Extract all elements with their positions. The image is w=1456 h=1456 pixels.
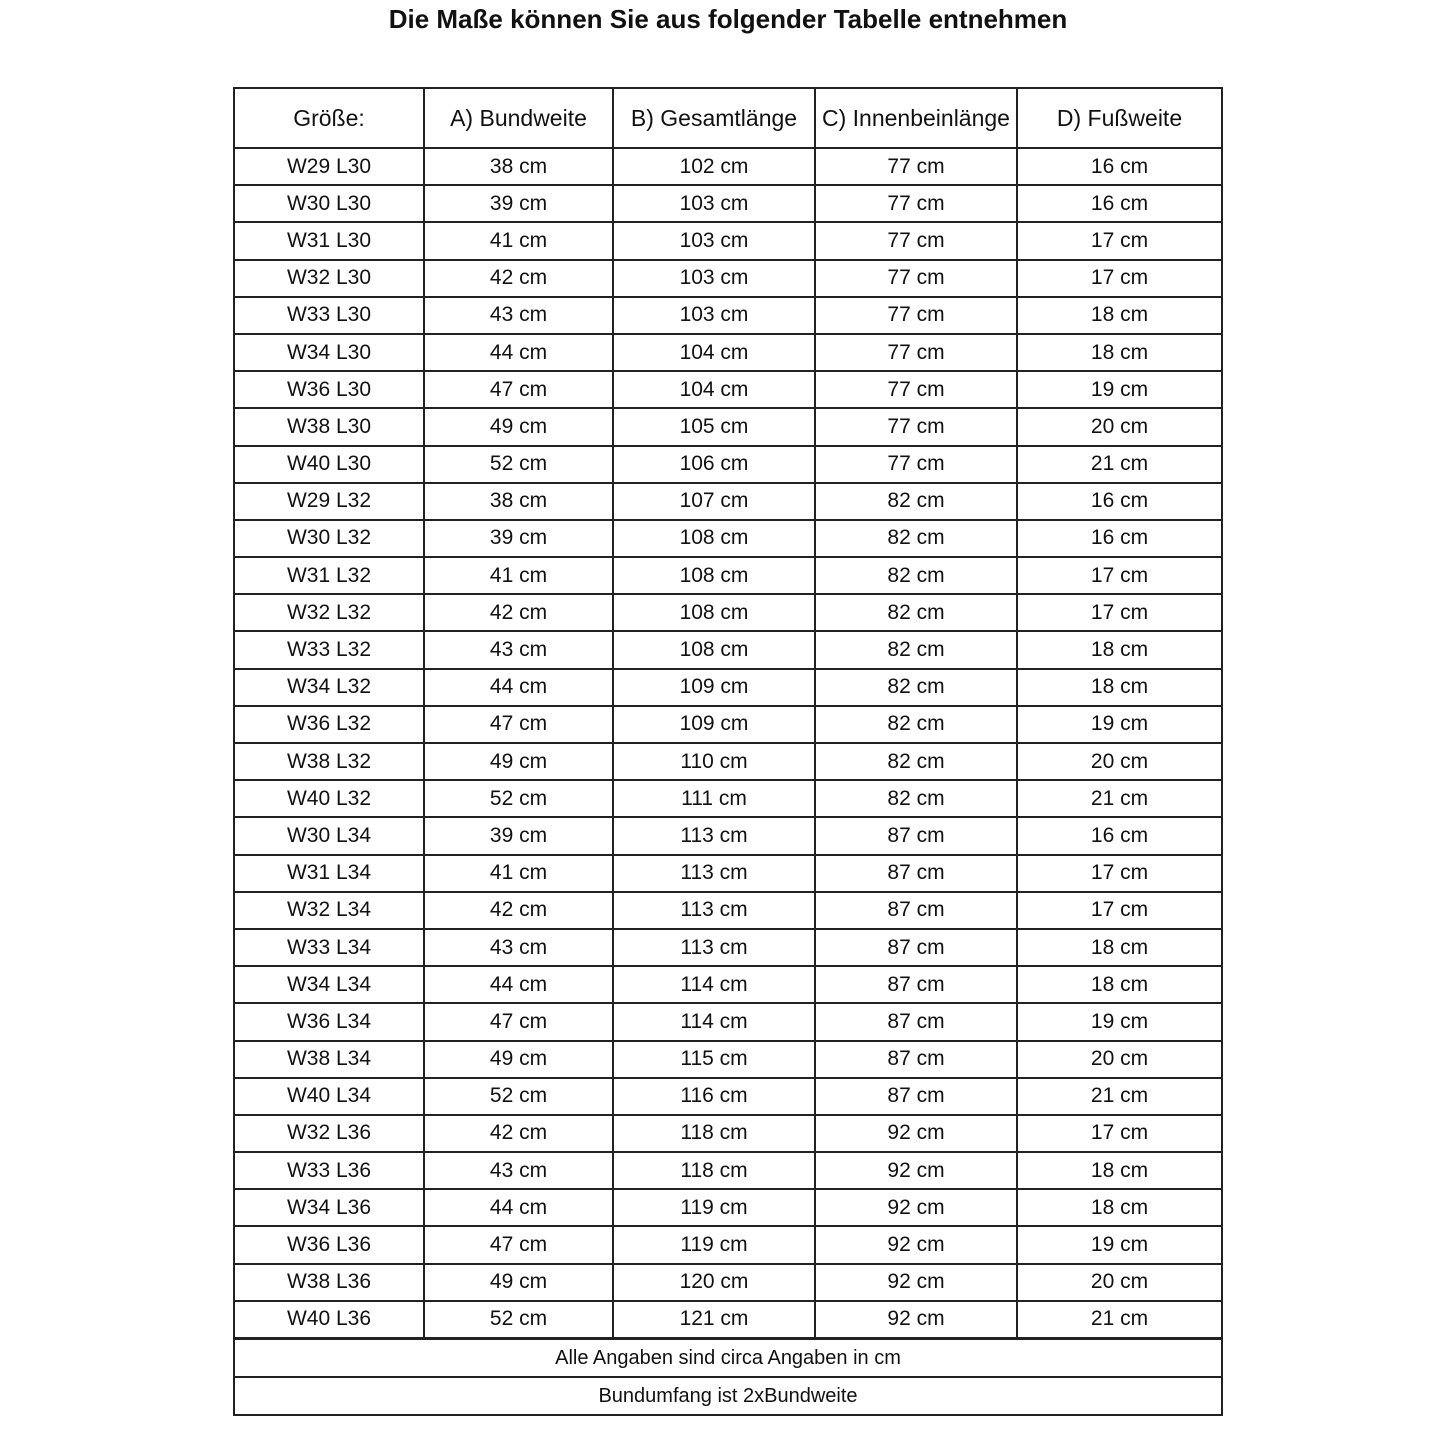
cell-total-length: 104 cm [613, 371, 815, 408]
cell-waist-width: 52 cm [424, 446, 613, 483]
cell-waist-width: 42 cm [424, 260, 613, 297]
cell-waist-width: 42 cm [424, 1115, 613, 1152]
cell-size: W30 L32 [234, 520, 424, 557]
cell-size: W33 L32 [234, 631, 424, 668]
cell-waist-width: 38 cm [424, 148, 613, 185]
cell-waist-width: 43 cm [424, 929, 613, 966]
cell-inseam-length: 87 cm [815, 929, 1017, 966]
cell-size: W38 L36 [234, 1264, 424, 1301]
table-row [234, 817, 1222, 854]
table-row [234, 743, 1222, 780]
cell-inseam-length: 82 cm [815, 780, 1017, 817]
cell-size: W33 L34 [234, 929, 424, 966]
cell-size: W38 L30 [234, 408, 424, 445]
cell-size: W40 L30 [234, 446, 424, 483]
cell-total-length: 119 cm [613, 1189, 815, 1226]
cell-inseam-length: 87 cm [815, 892, 1017, 929]
cell-size: W34 L34 [234, 966, 424, 1003]
cell-waist-width: 52 cm [424, 780, 613, 817]
cell-hem-width: 20 cm [1017, 743, 1222, 780]
cell-inseam-length: 87 cm [815, 1003, 1017, 1040]
cell-waist-width: 39 cm [424, 520, 613, 557]
cell-inseam-length: 77 cm [815, 222, 1017, 259]
cell-size: W36 L30 [234, 371, 424, 408]
cell-hem-width: 17 cm [1017, 557, 1222, 594]
cell-size: W29 L32 [234, 483, 424, 520]
cell-total-length: 103 cm [613, 185, 815, 222]
cell-hem-width: 18 cm [1017, 669, 1222, 706]
cell-hem-width: 17 cm [1017, 855, 1222, 892]
cell-size: W34 L30 [234, 334, 424, 371]
cell-inseam-length: 92 cm [815, 1264, 1017, 1301]
cell-total-length: 108 cm [613, 557, 815, 594]
cell-waist-width: 43 cm [424, 1152, 613, 1189]
cell-hem-width: 18 cm [1017, 1152, 1222, 1189]
size-table [233, 87, 1223, 1416]
cell-inseam-length: 82 cm [815, 557, 1017, 594]
cell-size: W31 L32 [234, 557, 424, 594]
cell-hem-width: 18 cm [1017, 334, 1222, 371]
cell-total-length: 108 cm [613, 520, 815, 557]
cell-waist-width: 44 cm [424, 334, 613, 371]
cell-total-length: 105 cm [613, 408, 815, 445]
cell-inseam-length: 92 cm [815, 1226, 1017, 1263]
cell-hem-width: 17 cm [1017, 594, 1222, 631]
cell-hem-width: 17 cm [1017, 892, 1222, 929]
cell-inseam-length: 77 cm [815, 297, 1017, 334]
cell-total-length: 104 cm [613, 334, 815, 371]
cell-inseam-length: 87 cm [815, 966, 1017, 1003]
cell-inseam-length: 77 cm [815, 148, 1017, 185]
cell-hem-width: 19 cm [1017, 1226, 1222, 1263]
table-row [234, 148, 1222, 185]
table-row [234, 1152, 1222, 1189]
cell-hem-width: 19 cm [1017, 371, 1222, 408]
cell-hem-width: 16 cm [1017, 817, 1222, 854]
table-row [234, 855, 1222, 892]
cell-size: W36 L34 [234, 1003, 424, 1040]
cell-inseam-length: 77 cm [815, 408, 1017, 445]
footnote-row [234, 1377, 1222, 1415]
cell-hem-width: 18 cm [1017, 1189, 1222, 1226]
cell-inseam-length: 77 cm [815, 371, 1017, 408]
cell-size: W31 L30 [234, 222, 424, 259]
cell-total-length: 119 cm [613, 1226, 815, 1263]
cell-total-length: 114 cm [613, 966, 815, 1003]
table-row [234, 1226, 1222, 1263]
footnote-row [234, 1339, 1222, 1378]
footnote-waist-circumference: Bundumfang ist 2xBundweite [234, 1377, 1222, 1415]
cell-waist-width: 52 cm [424, 1301, 613, 1339]
cell-inseam-length: 82 cm [815, 669, 1017, 706]
cell-hem-width: 17 cm [1017, 1115, 1222, 1152]
cell-size: W33 L30 [234, 297, 424, 334]
cell-waist-width: 47 cm [424, 1003, 613, 1040]
cell-total-length: 114 cm [613, 1003, 815, 1040]
cell-inseam-length: 87 cm [815, 817, 1017, 854]
cell-size: W38 L34 [234, 1041, 424, 1078]
cell-waist-width: 41 cm [424, 855, 613, 892]
cell-total-length: 107 cm [613, 483, 815, 520]
header-total-length: B) Gesamtlänge [613, 88, 815, 148]
cell-inseam-length: 82 cm [815, 520, 1017, 557]
table-row [234, 557, 1222, 594]
cell-total-length: 113 cm [613, 855, 815, 892]
cell-total-length: 108 cm [613, 631, 815, 668]
cell-inseam-length: 82 cm [815, 743, 1017, 780]
table-row [234, 631, 1222, 668]
page-title: Die Maße können Sie aus folgender Tabelle entnehmen [388, 4, 1068, 34]
header-hem-width: D) Fußweite [1017, 88, 1222, 148]
cell-waist-width: 52 cm [424, 1078, 613, 1115]
cell-total-length: 111 cm [613, 780, 815, 817]
header-waist-width: A) Bundweite [424, 88, 613, 148]
cell-total-length: 106 cm [613, 446, 815, 483]
table-header-row [234, 88, 1222, 148]
cell-inseam-length: 87 cm [815, 1078, 1017, 1115]
cell-size: W40 L36 [234, 1301, 424, 1339]
cell-hem-width: 16 cm [1017, 483, 1222, 520]
cell-inseam-length: 82 cm [815, 706, 1017, 743]
cell-inseam-length: 82 cm [815, 594, 1017, 631]
cell-size: W32 L34 [234, 892, 424, 929]
table-row [234, 1003, 1222, 1040]
cell-hem-width: 21 cm [1017, 446, 1222, 483]
cell-size: W31 L34 [234, 855, 424, 892]
cell-inseam-length: 77 cm [815, 185, 1017, 222]
cell-size: W40 L34 [234, 1078, 424, 1115]
cell-waist-width: 43 cm [424, 297, 613, 334]
table-body [234, 148, 1222, 1339]
table-row [234, 371, 1222, 408]
cell-hem-width: 18 cm [1017, 297, 1222, 334]
cell-hem-width: 21 cm [1017, 1301, 1222, 1339]
cell-hem-width: 19 cm [1017, 1003, 1222, 1040]
footnote-approximate: Alle Angaben sind circa Angaben in cm [234, 1339, 1222, 1378]
cell-hem-width: 18 cm [1017, 929, 1222, 966]
cell-waist-width: 39 cm [424, 817, 613, 854]
cell-total-length: 118 cm [613, 1152, 815, 1189]
cell-waist-width: 44 cm [424, 966, 613, 1003]
cell-size: W38 L32 [234, 743, 424, 780]
cell-hem-width: 19 cm [1017, 706, 1222, 743]
cell-size: W29 L30 [234, 148, 424, 185]
cell-total-length: 113 cm [613, 892, 815, 929]
cell-total-length: 121 cm [613, 1301, 815, 1339]
cell-total-length: 103 cm [613, 260, 815, 297]
table-row [234, 297, 1222, 334]
cell-hem-width: 20 cm [1017, 1041, 1222, 1078]
table-row [234, 892, 1222, 929]
cell-waist-width: 49 cm [424, 1264, 613, 1301]
cell-inseam-length: 87 cm [815, 1041, 1017, 1078]
cell-inseam-length: 92 cm [815, 1115, 1017, 1152]
cell-total-length: 109 cm [613, 706, 815, 743]
table-row [234, 966, 1222, 1003]
cell-size: W32 L36 [234, 1115, 424, 1152]
cell-size: W36 L36 [234, 1226, 424, 1263]
cell-inseam-length: 92 cm [815, 1152, 1017, 1189]
cell-total-length: 115 cm [613, 1041, 815, 1078]
cell-waist-width: 49 cm [424, 1041, 613, 1078]
cell-size: W30 L34 [234, 817, 424, 854]
cell-waist-width: 47 cm [424, 371, 613, 408]
cell-hem-width: 16 cm [1017, 148, 1222, 185]
cell-total-length: 102 cm [613, 148, 815, 185]
cell-waist-width: 44 cm [424, 669, 613, 706]
cell-total-length: 110 cm [613, 743, 815, 780]
cell-size: W32 L32 [234, 594, 424, 631]
cell-inseam-length: 87 cm [815, 855, 1017, 892]
table-row [234, 1078, 1222, 1115]
cell-waist-width: 49 cm [424, 408, 613, 445]
cell-total-length: 118 cm [613, 1115, 815, 1152]
cell-total-length: 120 cm [613, 1264, 815, 1301]
table-row [234, 185, 1222, 222]
table-row [234, 483, 1222, 520]
cell-hem-width: 20 cm [1017, 408, 1222, 445]
table-row [234, 1264, 1222, 1301]
cell-waist-width: 39 cm [424, 185, 613, 222]
cell-size: W33 L36 [234, 1152, 424, 1189]
table-row [234, 408, 1222, 445]
table-row [234, 706, 1222, 743]
cell-total-length: 103 cm [613, 297, 815, 334]
table-row [234, 780, 1222, 817]
header-size: Größe: [234, 88, 424, 148]
cell-size: W34 L32 [234, 669, 424, 706]
cell-hem-width: 20 cm [1017, 1264, 1222, 1301]
cell-waist-width: 42 cm [424, 892, 613, 929]
table-row [234, 334, 1222, 371]
cell-size: W30 L30 [234, 185, 424, 222]
cell-hem-width: 18 cm [1017, 966, 1222, 1003]
table-row [234, 1115, 1222, 1152]
cell-total-length: 108 cm [613, 594, 815, 631]
cell-total-length: 116 cm [613, 1078, 815, 1115]
table-row [234, 929, 1222, 966]
cell-size: W36 L32 [234, 706, 424, 743]
cell-hem-width: 21 cm [1017, 780, 1222, 817]
cell-inseam-length: 92 cm [815, 1301, 1017, 1339]
cell-size: W32 L30 [234, 260, 424, 297]
cell-inseam-length: 77 cm [815, 260, 1017, 297]
cell-waist-width: 41 cm [424, 222, 613, 259]
cell-size: W34 L36 [234, 1189, 424, 1226]
cell-total-length: 113 cm [613, 929, 815, 966]
cell-waist-width: 43 cm [424, 631, 613, 668]
table-row [234, 446, 1222, 483]
table-row [234, 594, 1222, 631]
cell-total-length: 103 cm [613, 222, 815, 259]
cell-hem-width: 18 cm [1017, 631, 1222, 668]
cell-waist-width: 41 cm [424, 557, 613, 594]
table-row [234, 222, 1222, 259]
cell-waist-width: 42 cm [424, 594, 613, 631]
cell-total-length: 109 cm [613, 669, 815, 706]
cell-inseam-length: 77 cm [815, 446, 1017, 483]
cell-inseam-length: 82 cm [815, 483, 1017, 520]
cell-waist-width: 38 cm [424, 483, 613, 520]
cell-inseam-length: 92 cm [815, 1189, 1017, 1226]
cell-inseam-length: 82 cm [815, 631, 1017, 668]
table-row [234, 1189, 1222, 1226]
cell-hem-width: 17 cm [1017, 222, 1222, 259]
cell-waist-width: 47 cm [424, 1226, 613, 1263]
cell-waist-width: 44 cm [424, 1189, 613, 1226]
header-inseam-length: C) Innenbeinlänge [815, 88, 1017, 148]
cell-hem-width: 21 cm [1017, 1078, 1222, 1115]
table-row [234, 520, 1222, 557]
cell-inseam-length: 77 cm [815, 334, 1017, 371]
cell-waist-width: 47 cm [424, 706, 613, 743]
cell-total-length: 113 cm [613, 817, 815, 854]
table-row [234, 1041, 1222, 1078]
table-row [234, 669, 1222, 706]
table-row [234, 1301, 1222, 1339]
cell-hem-width: 16 cm [1017, 185, 1222, 222]
cell-waist-width: 49 cm [424, 743, 613, 780]
cell-size: W40 L32 [234, 780, 424, 817]
cell-hem-width: 17 cm [1017, 260, 1222, 297]
cell-hem-width: 16 cm [1017, 520, 1222, 557]
table-row [234, 260, 1222, 297]
